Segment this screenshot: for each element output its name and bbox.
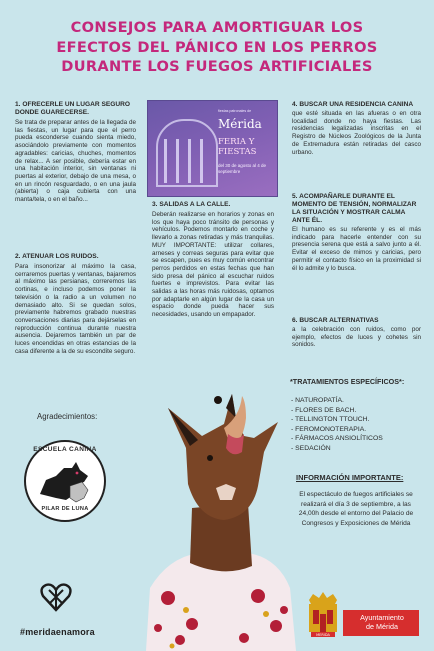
tip-5-body: El humano es su referente y es el más indicado para hacerle entender con su presencia serena que está a salvo junto a él. Evitar el exceso de mimos y caricias, pero permitir el contacto físico en la proximidad si él lo admite y lo busca.	[292, 226, 421, 272]
crest-text: MERIDA	[316, 633, 330, 637]
tip-1-heading: 1. OFRECERLE UN LUGAR SEGURO DONDE GUARECERSE.	[15, 101, 131, 116]
tip-1-body: Se trata de preparar antes de la llegada de las fiestas, un lugar para que el perro pueda esconderse cuando sienta miedo, asociándolo previamente con momentos agradables: caricias, chuches, momentos de relax... A ser posible, debería estar en una habitación interior, sin ventanas ni puertas al exterior, debajo de una mesa, o en un rincón resguardado, o en una jaula (abierta) o caja cubierta con una manta/tela, o en el baño...	[15, 119, 136, 204]
ayuntamiento-line-2: de Mérida	[366, 622, 398, 631]
tip-4-heading: 4. BUSCAR UNA RESIDENCIA CANINA	[292, 101, 414, 108]
ayuntamiento-line-1: Ayuntamiento	[360, 613, 404, 622]
title-line-3: DURANTE LOS FUEGOS ARTIFICIALES	[61, 58, 373, 75]
tratamiento-item: - SEDACIÓN	[291, 444, 331, 452]
tip-4-body: que esté situada en las afueras o en otra localidad donde no haya fiestas. Las residencias legalizadas inscritas en el Registro de Núcleos Zoológicos de la Junta de Extremadura están retiradas del casco urbano.	[292, 110, 421, 156]
escuela-canina-logo	[24, 440, 106, 522]
festival-poster-image	[147, 100, 278, 197]
tratamientos-heading: *TRATAMIENTOS ESPECÍFICOS*:	[290, 377, 405, 386]
poster-fiesta: FERIA Y FIESTAS	[218, 137, 257, 157]
dog-photo	[128, 388, 308, 651]
page-title	[10, 18, 424, 77]
poster-city: Mérida	[218, 117, 262, 131]
agradecimientos-label: Agradecimientos:	[37, 412, 98, 421]
tratamiento-item: - FEROMONOTERAPIA.	[291, 425, 367, 433]
column-shape	[200, 139, 203, 183]
tip-4	[292, 101, 421, 156]
escuela-top-text: ESCUELA CANINA	[33, 446, 97, 453]
tip-6-body: a la celebración con ruidos, como por ejemplo, efectos de luces y cohetes sin sonidos.	[292, 326, 421, 349]
crest-icon	[303, 590, 343, 640]
title-line-1: CONSEJOS PARA AMORTIGUAR LOS	[70, 19, 364, 36]
tip-3-heading: 3. SALIDAS A LA CALLE.	[152, 201, 231, 208]
tip-6	[292, 317, 421, 349]
poster-dates: del 30 de agosto al 4 de septiembre	[218, 163, 267, 174]
merida-enamora-heart-icon	[40, 582, 72, 612]
tratamiento-item: - TELLINGTON TTOUCH.	[291, 416, 370, 424]
tip-1	[15, 101, 136, 204]
column-shape	[176, 139, 179, 183]
poster-top-text: fiestas patronales de	[218, 109, 252, 113]
column-shape	[164, 139, 167, 183]
tip-2	[15, 253, 136, 355]
tratamiento-item: - NATUROPATÍA.	[291, 397, 344, 404]
tip-2-body: Para insonorizar al máximo la casa, cerraremos puertas y ventanas, bajaremos al máximo las persianas, correremos las cortinas, e incluso podemos poner la televisión o la radio a un volumen no demasiado alto. Si se quedan solos, previamente habremos grabado nuestras conversaciones diarias para dejárselas en reproducción continua durante nuestra ausencia. Dejaremos también un par de luces encendidas en otras estancias de la casa diferente a la de su escondite seguro.	[15, 263, 136, 355]
tip-5-heading: 5. ACOMPAÑARLE DURANTE EL MOMENTO DE TENSIÓN, NORMALIZAR LA SITUACIÓN Y MOSTRAR CALMA ANTE ÉL.	[292, 193, 417, 224]
tratamientos-list	[291, 396, 383, 454]
title-line-2: EFECTOS DEL PÁNICO EN LOS PERROS	[56, 38, 378, 56]
tratamiento-item: - FLORES DE BACH.	[291, 406, 357, 414]
column-shape	[188, 139, 191, 183]
tip-6-heading: 6. BUSCAR ALTERNATIVAS	[292, 317, 379, 324]
tip-5	[292, 193, 421, 272]
tratamiento-item: - FÁRMACOS ANSIOLÍTICOS	[291, 435, 383, 443]
tip-2-heading: 2. ATENUAR LOS RUIDOS.	[15, 253, 99, 260]
tip-3	[152, 201, 274, 319]
hashtag-text: #meridaenamora	[20, 627, 95, 637]
tip-3-body: Deberán realizarse en horarios y zonas en los que haya poco tránsito de personas y vehículos. Podemos montarlo en coche y llevarlo a zonas retiradas y más tranquilas. MUY IMPORTANTE: utilizar collares, arneses y correas seguras para evitar que se escapen, pues es muy común encontrar perros perdidos en estas fechas que han sido presa del pánico al escuchar ruidos fuertes e imprevistos. Para evitar las salidas a las horas más ruidosas, optamos por adaptarle en algún lugar de la casa un espacio donde pueda hacer sus necesidades, usando un empapador.	[152, 211, 274, 319]
info-heading: INFORMACIÓN IMPORTANTE:	[296, 473, 404, 482]
escuela-bottom-text: PILAR DE LUNA	[41, 506, 89, 512]
ayuntamiento-label	[347, 613, 417, 631]
info-body: El espectáculo de fuegos artificiales se realizará el día 3 de septiembre, a las 24,00h desde el entorno del Palacio de Congresos y Exposiciones de Mérida	[298, 491, 414, 527]
